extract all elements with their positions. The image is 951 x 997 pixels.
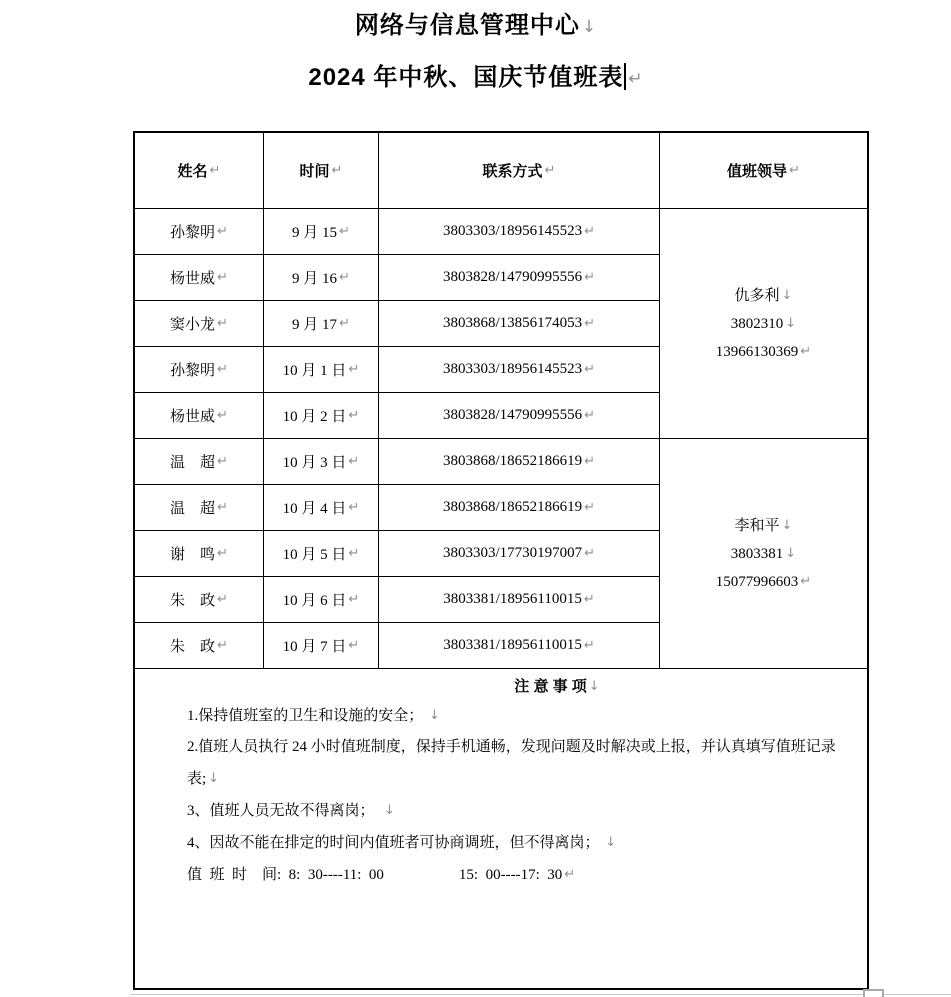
- leader-cell-qiu-duoli: [660, 209, 867, 439]
- paragraph-mark: ↵: [209, 163, 221, 178]
- date-cell: 10 月 1 日 ↵: [264, 347, 379, 393]
- paragraph-mark: ↵: [348, 454, 360, 469]
- contact-cell: 3803381/18956110015 ↵: [379, 577, 660, 623]
- date-cell: 10 月 3 日 ↵: [264, 439, 379, 485]
- document-title-text: 网络与信息管理中心: [354, 12, 580, 39]
- header-contact: 联系方式 ↵: [379, 133, 660, 209]
- paragraph-mark: ↵: [217, 408, 228, 423]
- paragraph-mark: ↵: [339, 224, 350, 239]
- paragraph-mark: ↵: [564, 867, 576, 882]
- paragraph-mark: ↵: [628, 69, 643, 89]
- paragraph-mark: ↵: [217, 546, 228, 561]
- paragraph-mark: ↵: [217, 454, 228, 469]
- contact-cell: 3803868/18652186619 ↵: [379, 439, 660, 485]
- note-item-4: 4、因故不能在排定的时间内值班者可协商调班，但不得离岗； ↓: [187, 835, 617, 851]
- paragraph-mark: ↵: [800, 573, 812, 589]
- paragraph-mark: ↵: [331, 163, 343, 178]
- document-subtitle-text: 2024 年中秋、国庆节值班表: [308, 64, 624, 91]
- paragraph-mark: ↵: [584, 408, 596, 423]
- paragraph-mark: ↵: [339, 270, 350, 285]
- notes-section: [135, 669, 867, 988]
- contact-cell: 3803303/17730197007 ↵: [379, 531, 660, 577]
- paragraph-mark: ↵: [217, 224, 228, 239]
- contact-cell: 3803828/14790995556 ↵: [379, 255, 660, 301]
- name-cell: 窦小龙 ↵: [135, 301, 264, 347]
- leader-name: 仇多利 ↓: [734, 287, 793, 304]
- contact-cell: 3803868/18652186619 ↵: [379, 485, 660, 531]
- header-leader: 值班领导 ↵: [660, 133, 867, 209]
- paragraph-mark: ↵: [583, 592, 595, 607]
- duty-hours-line: 值 班 时 间: 8: 30----11: 00 15: 00----17: 30 ↵: [187, 867, 576, 883]
- contact-cell: 3803868/13856174053 ↵: [379, 301, 660, 347]
- paragraph-mark: ↵: [217, 592, 228, 607]
- name-cell: 谢 鸣 ↵: [135, 531, 264, 577]
- name-cell: 朱 政 ↵: [135, 623, 264, 669]
- date-cell: 10 月 6 日 ↵: [264, 577, 379, 623]
- name-cell: 杨世威 ↵: [135, 393, 264, 439]
- leader-phone-mobile: 15077996603 ↵: [715, 573, 812, 590]
- line-break-mark: ↓: [781, 287, 793, 303]
- name-cell: 孙黎明 ↵: [135, 209, 264, 255]
- line-break-mark: ↓: [785, 545, 797, 561]
- paragraph-mark: ↵: [584, 316, 596, 331]
- name-cell: 朱 政 ↵: [135, 577, 264, 623]
- paragraph-mark: ↵: [789, 163, 800, 178]
- paragraph-mark: ↵: [348, 546, 360, 561]
- name-cell: 温 超 ↵: [135, 439, 264, 485]
- paragraph-mark: ↵: [217, 362, 228, 377]
- leader-name: 李和平 ↓: [734, 517, 793, 534]
- paragraph-mark: ↵: [348, 408, 360, 423]
- date-cell: 10 月 2 日 ↵: [264, 393, 379, 439]
- paragraph-mark: ↵: [544, 163, 556, 178]
- table-resize-handle[interactable]: [863, 989, 884, 997]
- contact-cell: 3803303/18956145523 ↵: [379, 347, 660, 393]
- contact-cell: 3803381/18956110015 ↵: [379, 623, 660, 669]
- date-cell: 9 月 15 ↵: [264, 209, 379, 255]
- contact-cell: 3803303/18956145523 ↵: [379, 209, 660, 255]
- paragraph-mark: ↵: [583, 638, 595, 653]
- line-break-mark: ↓: [384, 803, 395, 818]
- leader-cell-li-heping: [660, 439, 867, 669]
- paragraph-mark: ↵: [348, 362, 360, 377]
- header-date: 时间 ↵: [264, 133, 379, 209]
- text-cursor: [624, 63, 626, 90]
- paragraph-mark: ↵: [217, 270, 228, 285]
- page-bottom-edge: [130, 994, 951, 995]
- paragraph-mark: ↵: [348, 638, 360, 653]
- paragraph-mark: ↵: [348, 500, 360, 515]
- line-break-mark: ↓: [605, 835, 617, 850]
- header-name: 姓名 ↵: [135, 133, 264, 209]
- paragraph-mark: ↵: [584, 454, 596, 469]
- date-cell: 10 月 5 日 ↵: [264, 531, 379, 577]
- notes-heading: 注 意 事 项 ↓: [514, 678, 600, 695]
- paragraph-mark: ↵: [584, 546, 596, 561]
- paragraph-mark: ↵: [339, 316, 350, 331]
- name-cell: 杨世威 ↵: [135, 255, 264, 301]
- name-cell: 孙黎明 ↵: [135, 347, 264, 393]
- line-break-mark: ↓: [581, 17, 597, 37]
- name-cell: 温 超 ↵: [135, 485, 264, 531]
- line-break-mark: ↓: [208, 771, 220, 786]
- leader-phone-office: 3803381 ↓: [730, 545, 797, 562]
- line-break-mark: ↓: [429, 708, 440, 723]
- paragraph-mark: ↵: [584, 362, 596, 377]
- date-cell: 10 月 4 日 ↵: [264, 485, 379, 531]
- date-cell: 9 月 17 ↵: [264, 301, 379, 347]
- leader-phone-office: 3802310 ↓: [730, 315, 797, 332]
- paragraph-mark: ↵: [217, 500, 228, 515]
- paragraph-mark: ↵: [348, 592, 360, 607]
- line-break-mark: ↓: [785, 315, 797, 331]
- duty-roster-table: [133, 131, 869, 990]
- paragraph-mark: ↵: [584, 500, 596, 515]
- document-subtitle: [0, 57, 951, 92]
- contact-cell: 3803828/14790995556 ↵: [379, 393, 660, 439]
- line-break-mark: ↓: [781, 517, 793, 533]
- paragraph-mark: ↵: [584, 224, 596, 239]
- paragraph-mark: ↵: [217, 638, 228, 653]
- leader-phone-mobile: 13966130369 ↵: [715, 343, 812, 360]
- note-item-2: 2.值班人员执行 24 小时值班制度，保持手机通畅，发现问题及时解决或上报，并认真填写值班记录表; ↓: [187, 739, 836, 787]
- paragraph-mark: ↵: [584, 270, 596, 285]
- note-item-1: 1.保持值班室的卫生和设施的安全； ↓: [187, 708, 440, 724]
- document-title: [0, 5, 951, 40]
- date-cell: 9 月 16 ↵: [264, 255, 379, 301]
- date-cell: 10 月 7 日 ↵: [264, 623, 379, 669]
- paragraph-mark: ↵: [217, 316, 228, 331]
- paragraph-mark: ↵: [800, 343, 812, 359]
- line-break-mark: ↓: [588, 679, 600, 694]
- note-item-3: 3、值班人员无故不得离岗； ↓: [187, 803, 395, 819]
